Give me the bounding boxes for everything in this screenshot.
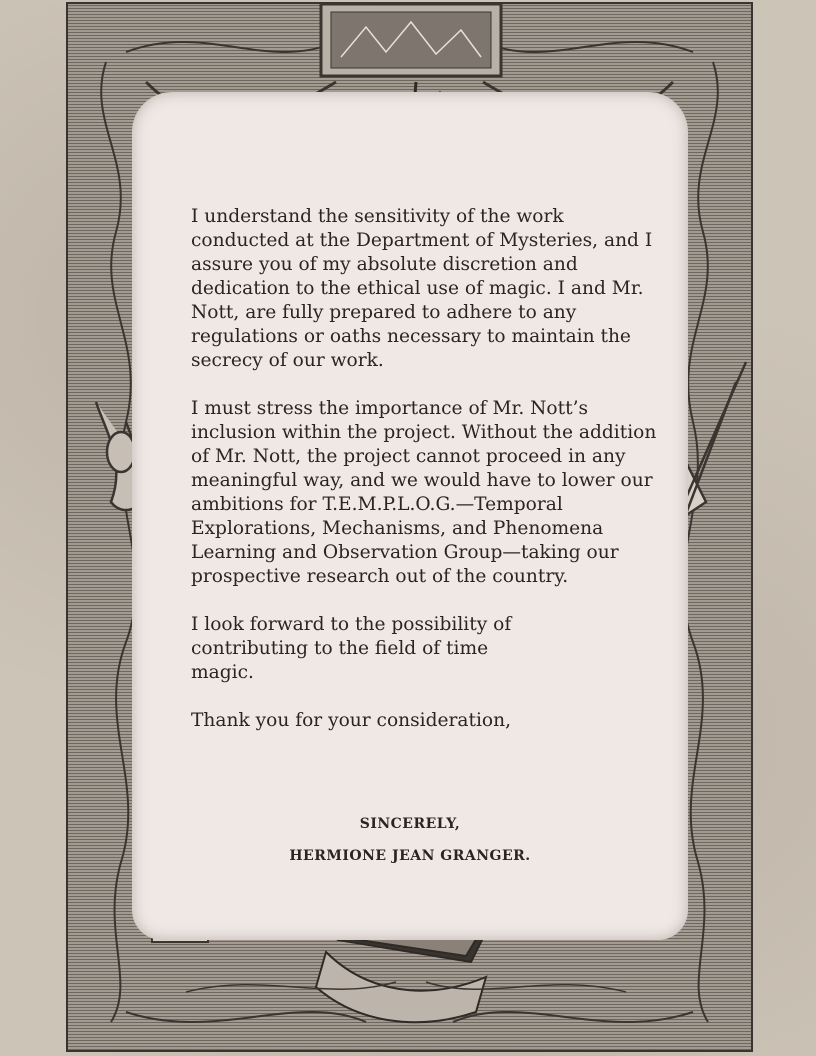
letter-body	[191, 205, 661, 757]
letter-closing: SINCERELY,	[359, 816, 461, 832]
letter-paragraph-discretion: I understand the sensitivity of the work conducted at the Department of Mysteries, and I assure you of my absolute discretion and dedication to the ethical use of magic. I and Mr. Nott, are fully prepared to adhere to any regulations or oaths necessary to maintain the secrecy of our work.	[191, 206, 653, 371]
letter-paragraph-thanks: Thank you for your consideration,	[191, 710, 511, 731]
letter-paragraph-importance: I must stress the importance of Mr. Nott’s inclusion within the project. Without the addition of Mr. Nott, the project cannot proceed in any meaningful way, and we would have to lower our ambitions for T.E.M.P.L.O.G.—Temporal Explorations, Mechanisms, and Phenomena Learning and Observation Group—taking our prospective research out of the country.	[191, 398, 657, 587]
letter-paragraph-contribution: I look forward to the possibility of contributing to the field of time magic.	[191, 614, 512, 683]
letter-signature: HERMIONE JEAN GRANGER.	[289, 848, 531, 864]
picture-plaque-icon	[321, 4, 501, 76]
